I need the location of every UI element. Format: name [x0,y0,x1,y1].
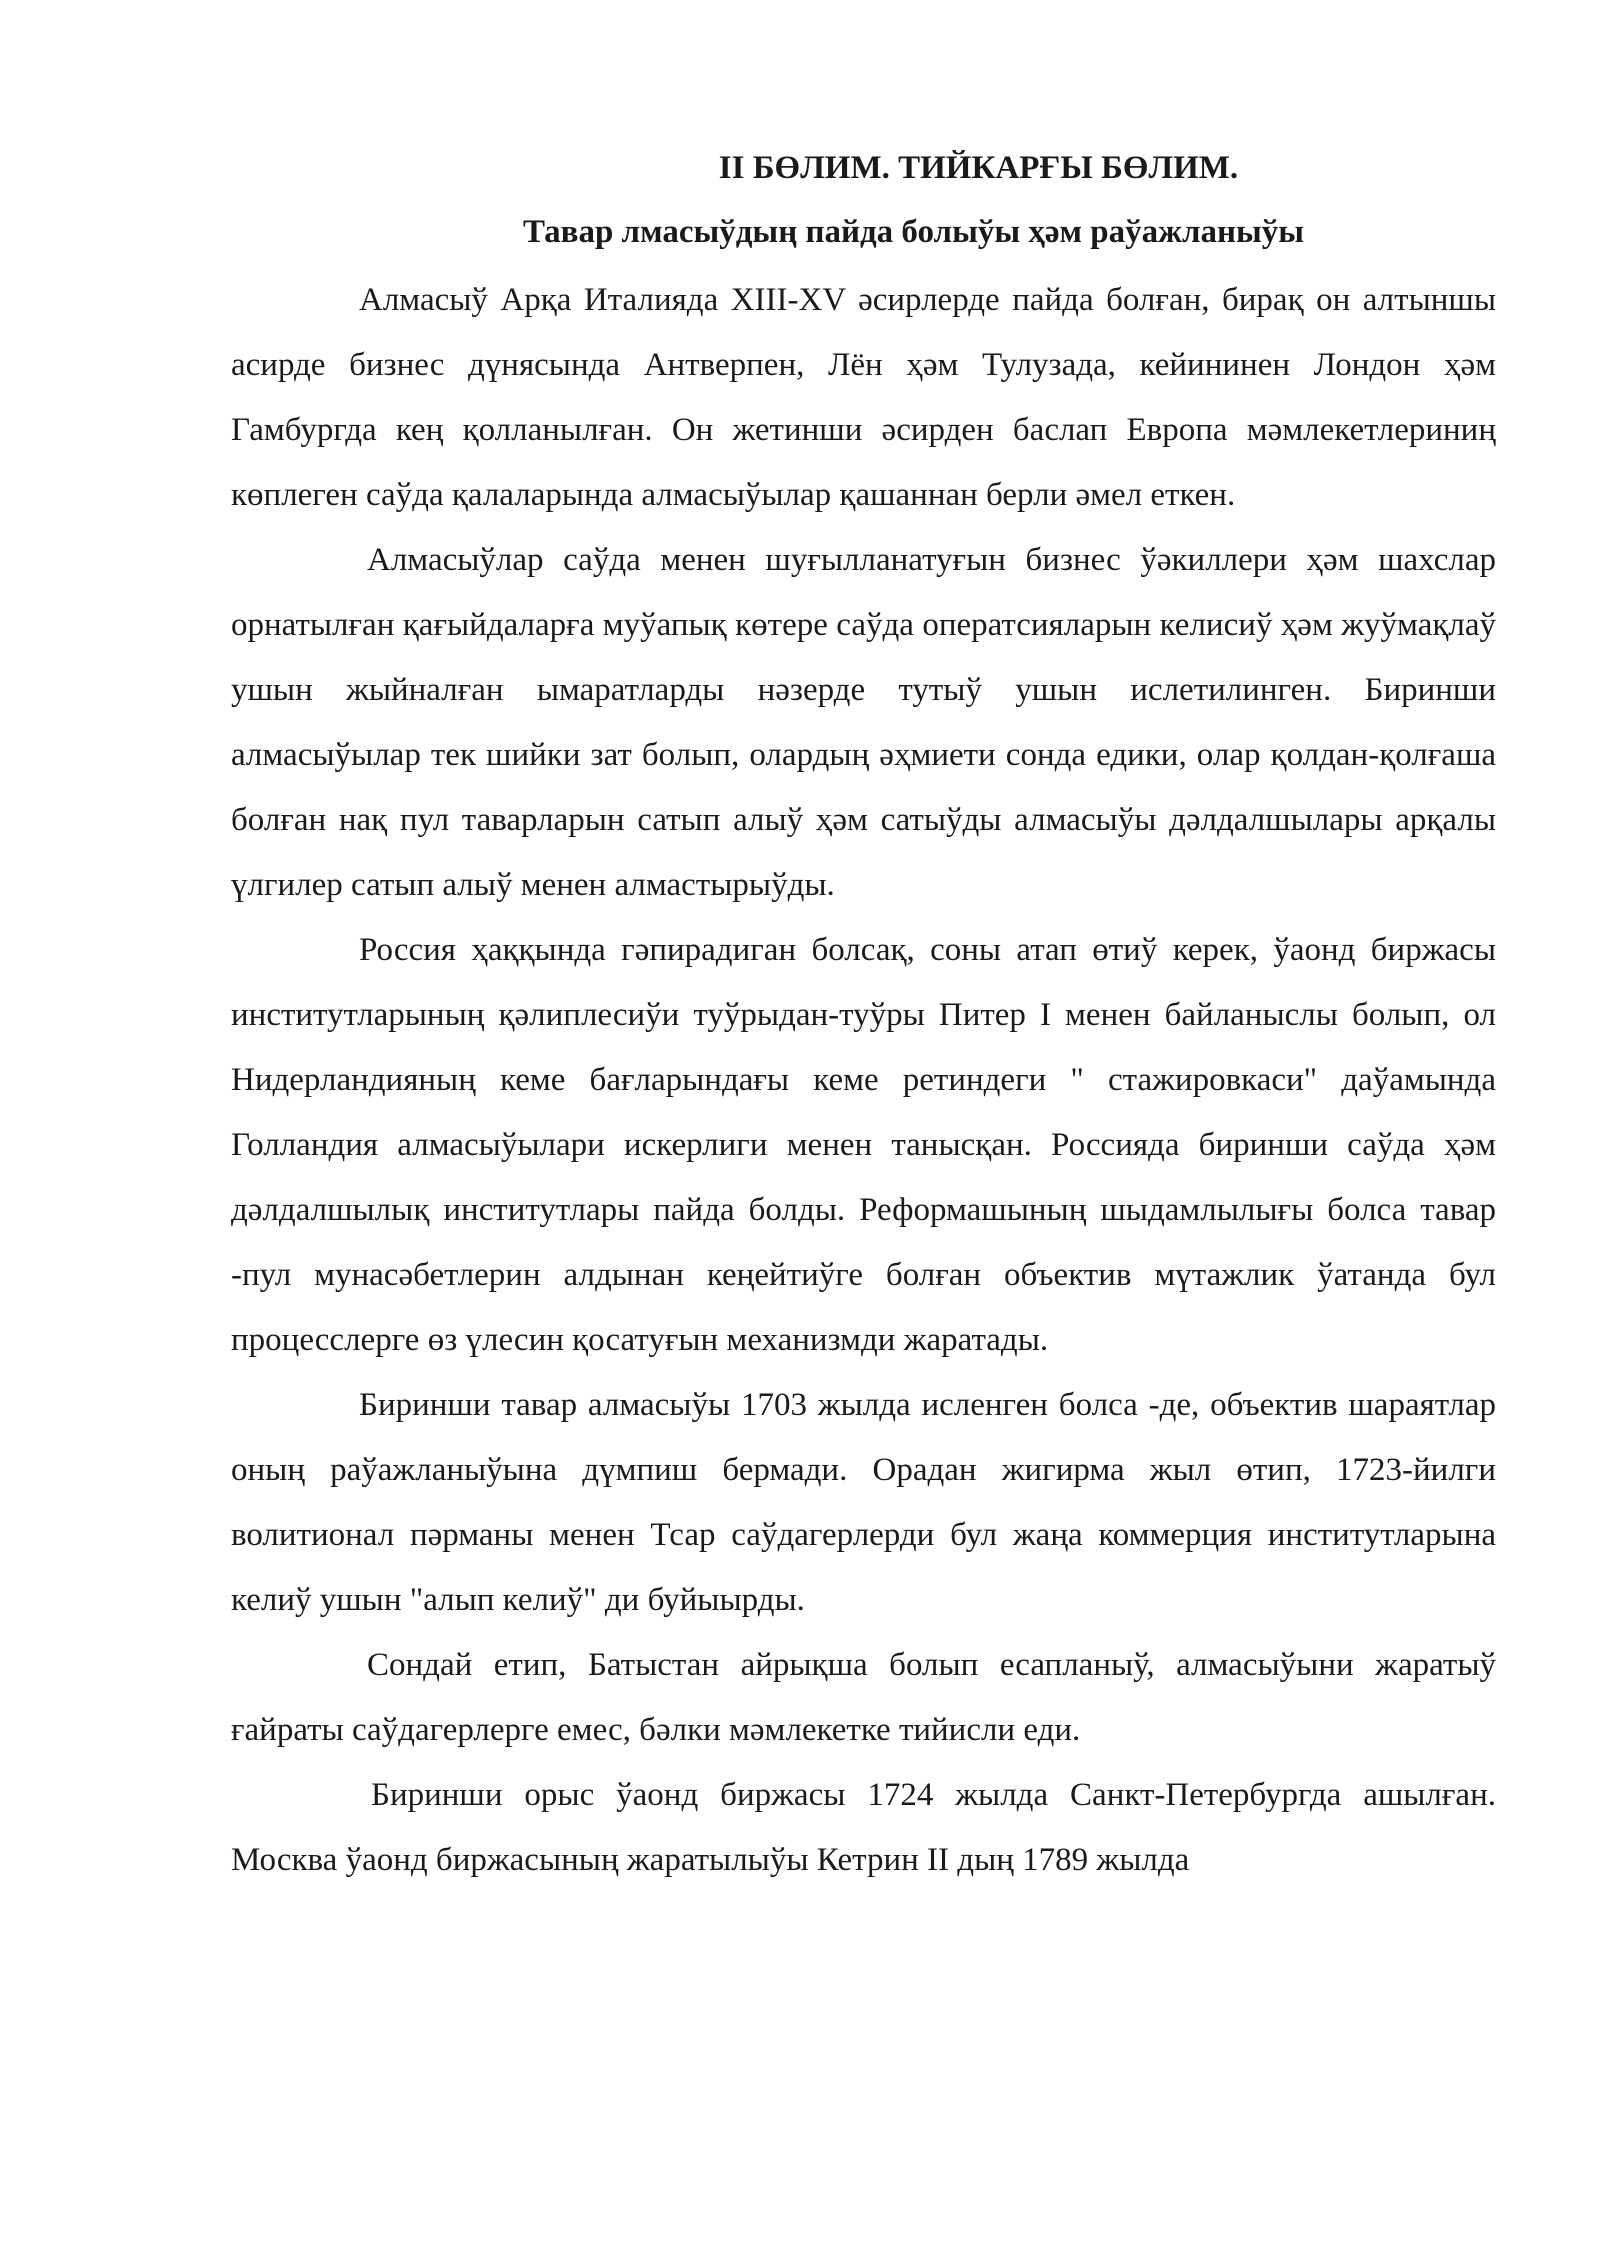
paragraph: Биринши тавар алмасыўы 1703 жылда исленген болса -де, объектив шараятлар оның раўажланыўына дүмпиш бермади. Орадан жигирма жыл өтип, 1723-йилги волитионал пәрманы менен Тсар саўдагерлерди бул жаңа коммерция институтларына келиў ушын "алып келиў" ди буйыырды. [231,1387,1496,1618]
document-body [231,146,1496,1893]
paragraph: Алмасыў Арқа Италияда XIII-XV әсирлерде пайда болған, бирақ он алтыншы асирде бизнес дүнясында Антверпен, Лён ҳәм Тулузада, кейининен Лондон ҳәм Гамбургда кең қолланылған. Он жетинши әсирден баслап Европа мәмлекетлериниң көплеген саўда қалаларында алмасыўылар қашаннан берли әмел еткен. [231,282,1496,513]
section-title: II БӨЛИМ. ТИЙКАРҒЫ БӨЛИМ. [718,150,1239,186]
paragraph: Алмасыўлар саўда менен шуғылланатуғын бизнес ўәкиллери ҳәм шахслар орнатылған қағыйдаларға муўапық көтере саўда оператсияларын келисиў ҳәм жуўмақлаў ушын жыйналған ымаратларды нәзерде тутыў ушын ислетилинген. Биринши алмасыўылар тек шийки зат болып, олардың әҳмиети сонда едики, олар қолдан-қолғаша болған нақ пул таварларын сатып алыў ҳәм сатыўды алмасыўы дәлдалшылары арқалы үлгилер сатып алыў менен алмастырыўды. [231,542,1496,903]
paragraph: Россия ҳаққында гәпирадиган болсақ, соны атап өтиў керек, ўаонд биржасы институтларының қәлиплесиўи туўрыдан-туўры Питер I менен байланыслы болып, ол Нидерландияның кеме бағларындағы кеме ретиндеги " стажировкаси" даўамында Голландия алмасыўылари искерлиги менен танысқан. Россияда биринши саўда ҳәм дәлдалшылық институтлары пайда болды. Реформашының шыдамлылығы болса тавар -пул мунасәбетлерин алдынан кеңейтиўге болған объектив мүтажлик ўатанда бул процесслерге өз үлесин қосатуғын механизмди жаратады. [231,932,1496,1358]
section-subtitle: Тавар лмасыўдың пайда болыўы ҳәм раўажланыўы [522,214,1305,250]
paragraph: Сондай етип, Батыстан айрықша болып есапланыў, алмасыўыни жаратыў ғайраты саўдагерлерге емес, бәлки мәмлекетке тийисли еди. [231,1647,1496,1748]
paragraph: Биринши орыс ўаонд биржасы 1724 жылда Санкт-Петербургда ашылған. Москва ўаонд биржасының жаратылыўы Кетрин II дың 1789 жылда [231,1777,1496,1878]
